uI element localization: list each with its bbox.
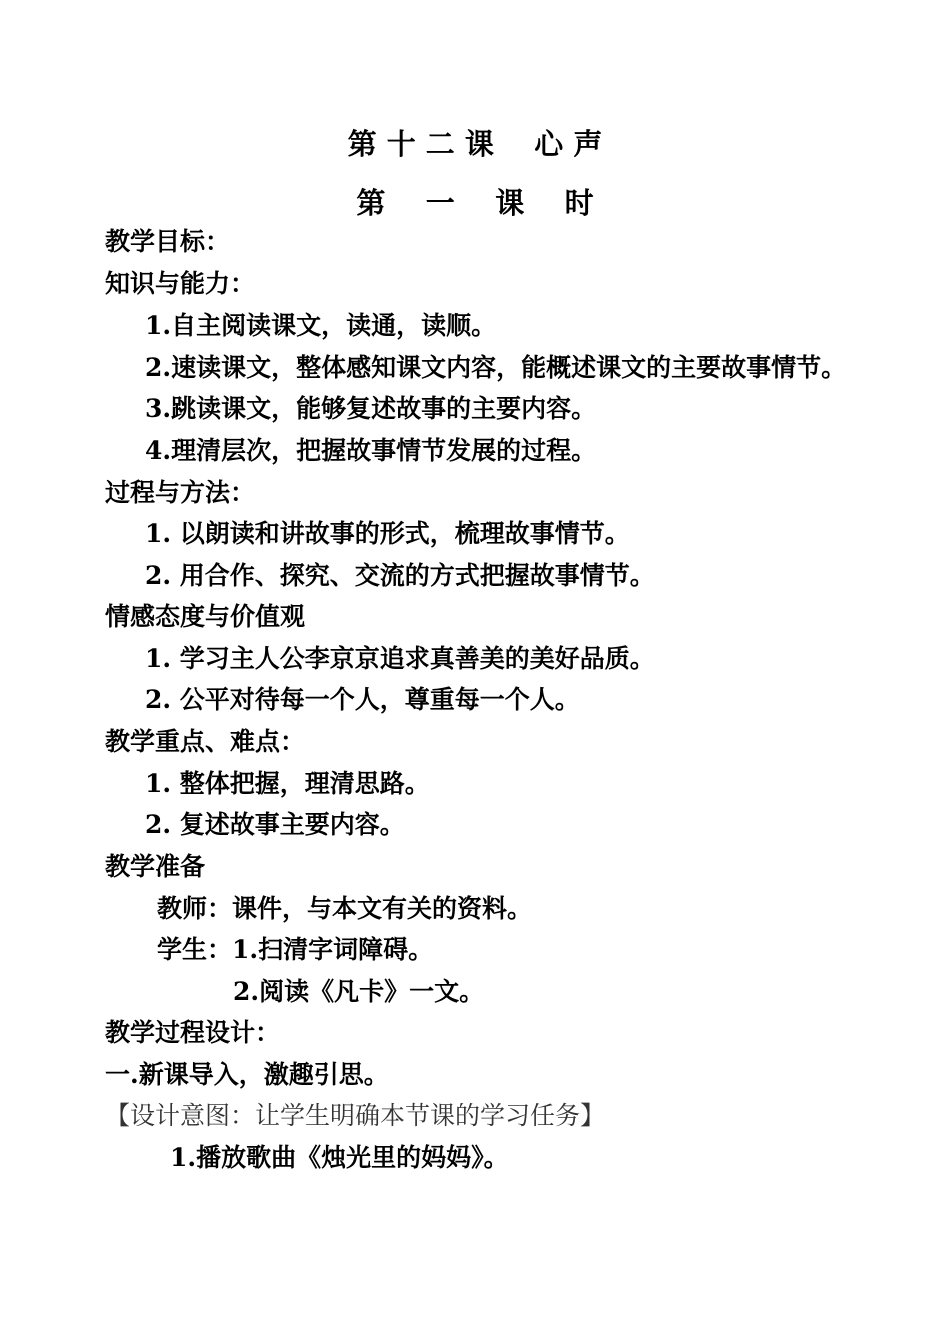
heading-emotion-values: 情感态度与价值观 xyxy=(105,602,306,631)
key-point-item: 2. 复述故事主要内容。 xyxy=(145,810,405,839)
preparation-student-item: 2.阅读《凡卡》一文。 xyxy=(233,977,485,1006)
heading-teaching-goals: 教学目标： xyxy=(105,227,231,256)
goal-item: 1.自主阅读课文，读通，读顺。 xyxy=(145,311,497,340)
goal-item: 4.理清层次，把握故事情节发展的过程。 xyxy=(145,436,597,465)
heading-process-method: 过程与方法： xyxy=(105,478,256,507)
preparation-teacher: 教师：课件，与本文有关的资料。 xyxy=(157,894,533,923)
value-item: 2. 公平对待每一个人，尊重每一个人。 xyxy=(145,685,580,714)
lesson-period-title: 第 一 课 时 xyxy=(356,186,594,220)
lesson-title: 第 十 二 课 心 声 xyxy=(347,127,603,161)
method-item: 2. 用合作、探究、交流的方式把握故事情节。 xyxy=(145,561,655,590)
step-item: 1.播放歌曲《烛光里的妈妈》。 xyxy=(170,1143,509,1172)
heading-preparation: 教学准备 xyxy=(105,852,206,881)
goal-item: 3.跳读课文，能够复述故事的主要内容。 xyxy=(145,394,597,423)
key-point-item: 1. 整体把握，理清思路。 xyxy=(145,769,430,798)
heading-key-points: 教学重点、难点： xyxy=(105,727,306,756)
method-item: 1. 以朗读和讲故事的形式，梳理故事情节。 xyxy=(145,519,630,548)
design-intent-note: 【设计意图：让学生明确本节课的学习任务】 xyxy=(105,1101,606,1130)
heading-knowledge-ability: 知识与能力： xyxy=(105,269,256,298)
section-heading: 一.新课导入，激趣引思。 xyxy=(105,1060,389,1089)
value-item: 1. 学习主人公李京京追求真善美的美好品质。 xyxy=(145,644,655,673)
goal-item: 2.速读课文，整体感知课文内容，能概述课文的主要故事情节。 xyxy=(145,353,847,382)
preparation-student: 学生：1.扫清字词障碍。 xyxy=(157,935,434,964)
heading-process-design: 教学过程设计： xyxy=(105,1018,281,1047)
